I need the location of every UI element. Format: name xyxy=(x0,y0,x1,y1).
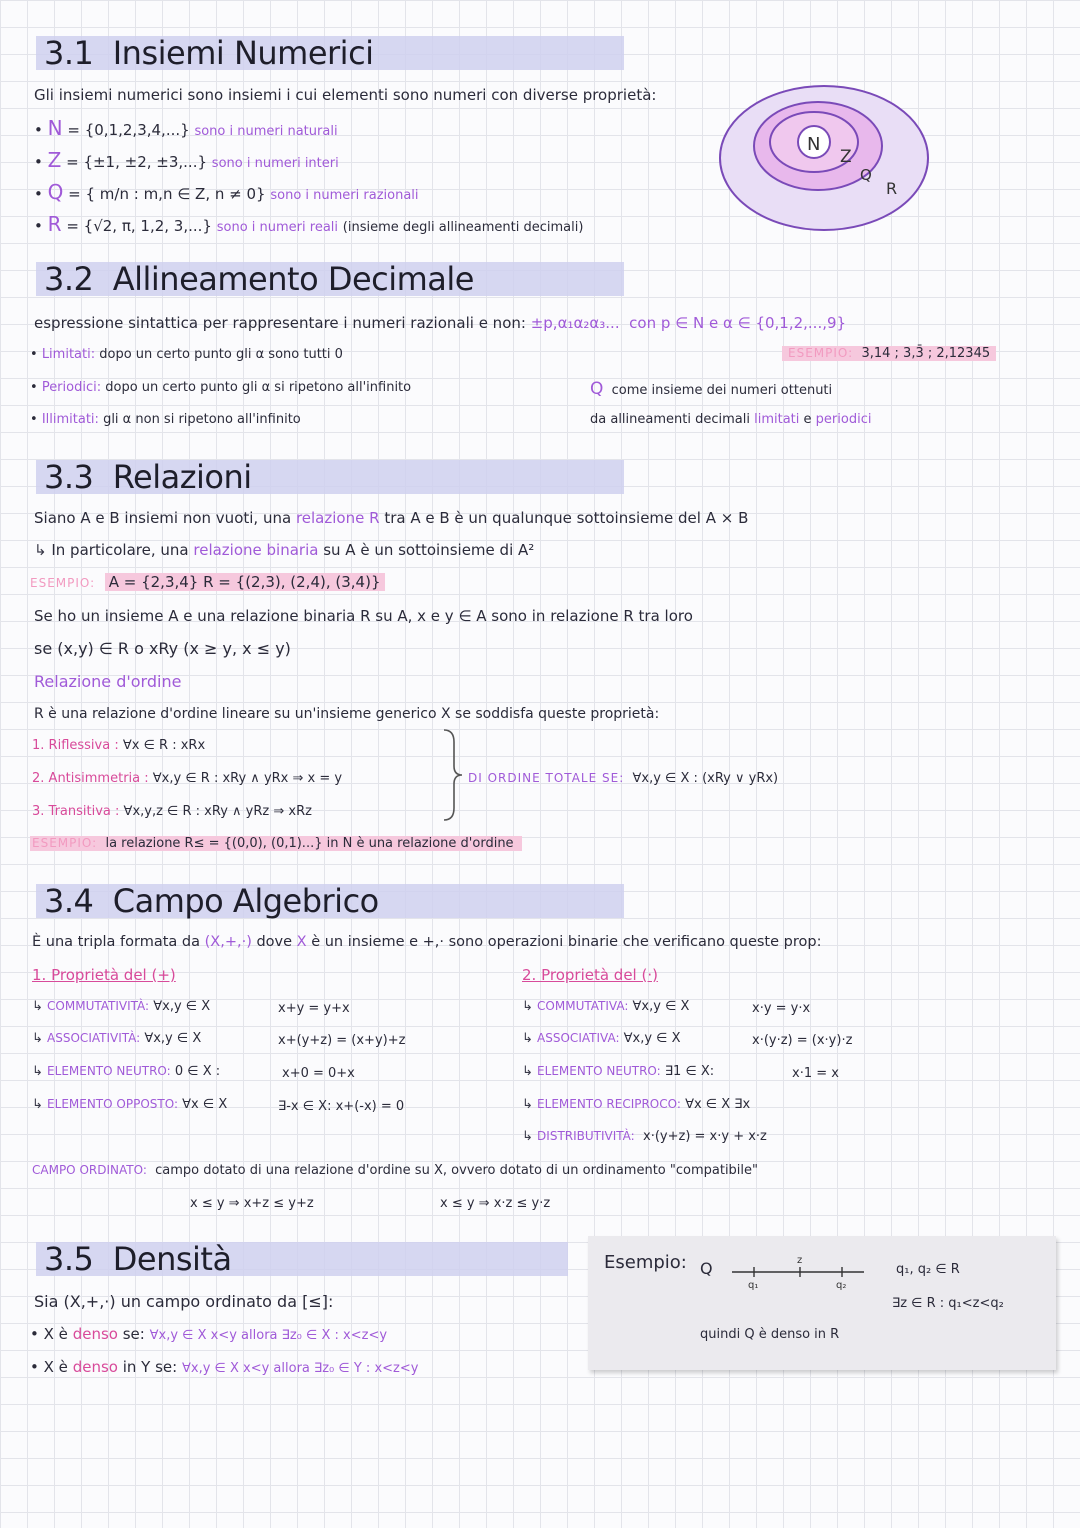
q-symbol: Q xyxy=(590,379,604,399)
s35-intro: Sia (X,+,·) un campo ordinato da [≤]: xyxy=(34,1292,334,1311)
right-props-title: 2. Proprietà del (·) xyxy=(522,966,658,984)
q-note-line-1 xyxy=(590,379,832,399)
set-description: sono i numeri interi xyxy=(211,156,339,171)
densita-def-1: • X è denso se: ∀x,y ∈ X x<y allora ∃z₀ ∈ X : x<z<y xyxy=(30,1325,388,1343)
left-prop-formula: x+(y+z) = (x+y)+z xyxy=(278,1033,406,1048)
right-prop-reciproco xyxy=(522,1097,750,1112)
prop-quantifier: ∃1 ∈ X: xyxy=(664,1064,715,1079)
def-d: ∀x,y ∈ X x<y allora ∃z₀ ∈ Y : x<z<y xyxy=(181,1361,419,1376)
s33-line-2c: su A è un sottoinsieme di A² xyxy=(323,541,535,559)
example-label: Esempio: xyxy=(604,1252,687,1273)
set-symbol: Z xyxy=(47,148,62,172)
prop-number: 3. xyxy=(32,804,45,819)
prop-formula: x·(y+z) = x·y + x·z xyxy=(643,1129,767,1144)
prop-riflessiva xyxy=(32,738,205,753)
def-d: ∀x,y ∈ X x<y allora ∃z₀ ∈ X : x<z<y xyxy=(149,1328,388,1343)
s33-line-1b: relazione R xyxy=(295,509,380,527)
prop-formula: ∃x xyxy=(734,1097,751,1112)
arrow-icon: ↳ xyxy=(32,1031,43,1046)
left-props-title: 1. Proprietà del (+) xyxy=(32,966,176,984)
esempio-text: la relazione R≤ = {(0,0), (0,1)...} in N è una relazione d'ordine xyxy=(105,836,514,851)
set-description: sono i numeri razionali xyxy=(270,188,419,203)
prop-name: ELEMENTO OPPOSTO: xyxy=(47,1097,178,1111)
diagram-label-r: R xyxy=(886,179,898,198)
section-number: 3.5 xyxy=(44,1240,94,1278)
example-right-2: ∃z ∈ R : q₁<z<q₂ xyxy=(892,1296,1004,1311)
example-conclusion: quindi Q è denso in R xyxy=(700,1327,840,1342)
right-prop-commutativa xyxy=(522,999,689,1014)
densita-def-2: • X è denso in Y se: ∀x,y ∈ X x<y allora ∃z₀ ∈ Y : x<z<y xyxy=(30,1358,419,1376)
q-note-1: come insieme dei numeri ottenuti xyxy=(611,383,833,398)
prop-quantifier: ∀x,y ∈ X xyxy=(623,1031,681,1046)
tick-label-q1: q₁ xyxy=(748,1280,759,1291)
s34-intro xyxy=(32,934,821,950)
prop-quantifier: ∀x,y ∈ X xyxy=(144,1031,202,1046)
left-prop-neutro xyxy=(32,1064,220,1079)
section-3-3-heading xyxy=(44,458,252,496)
right-prop-neutro xyxy=(522,1064,714,1079)
compat-sum: x ≤ y ⇒ x+z ≤ y+z xyxy=(190,1196,314,1211)
def-a: X è xyxy=(43,1325,68,1343)
left-prop-formula: x+0 = 0+x xyxy=(282,1066,355,1081)
arrow-icon: ↳ xyxy=(32,999,43,1014)
section-number: 3.3 xyxy=(44,458,94,496)
esempio-label: ESEMPIO: xyxy=(30,576,96,590)
ordinato-label: CAMPO ORDINATO: xyxy=(32,1163,147,1177)
prop-name: ASSOCIATIVA: xyxy=(537,1031,620,1045)
prop-name: ELEMENTO NEUTRO: xyxy=(537,1064,661,1078)
arrow-icon: ↳ xyxy=(522,1031,533,1046)
prop-antisimmetria xyxy=(32,771,342,786)
esempio-label: ESEMPIO: xyxy=(788,346,854,360)
section-3-2-heading xyxy=(44,260,474,298)
q-note-2a: da allineamenti decimali xyxy=(590,412,750,427)
tick-label-z: z xyxy=(797,1255,803,1266)
def-c: se: xyxy=(122,1325,145,1343)
prop-quantifier: ∀x,y ∈ X xyxy=(632,999,690,1014)
campo-ordinato xyxy=(32,1163,758,1178)
s32-intro-line xyxy=(34,314,846,332)
periodici-item: • Periodici: dopo un certo punto gli α si ripetono all'infinito xyxy=(30,380,412,395)
s34-intro-d: X xyxy=(296,934,307,950)
s32-esempio xyxy=(782,346,996,361)
ordinato-text: campo dotato di una relazione d'ordine su X, ovvero dotato di un ordinamento "compatibile" xyxy=(155,1163,759,1178)
decimal-condition: con p ∈ N e α ∈ {0,1,2,...,9} xyxy=(629,314,847,332)
set-item-q: • Q = { m/n : m,n ∈ Z, n ≠ 0} sono i numeri razionali xyxy=(34,180,419,204)
s33-line-5: R è una relazione d'ordine lineare su un'insieme generico X se soddisfa queste proprietà: xyxy=(34,706,660,722)
s31-intro: Gli insiemi numerici sono insiemi i cui elementi sono numeri con diverse proprietà: xyxy=(34,86,657,104)
diagram-label-n: N xyxy=(807,134,821,155)
prop-quantifier: ∀x ∈ X xyxy=(182,1097,228,1112)
s34-intro-a: È una tripla formata da xyxy=(32,934,201,950)
left-prop-formula: ∃-x ∈ X: x+(-x) = 0 xyxy=(278,1099,405,1114)
arrow-icon: ↳ xyxy=(522,1097,533,1112)
section-title: Densità xyxy=(112,1240,232,1278)
set-definition: = { m/n : m,n ∈ Z, n ≠ 0} xyxy=(68,185,266,203)
illimitati-label: Illimitati: xyxy=(41,412,99,427)
left-prop-opposto xyxy=(32,1097,227,1112)
def-b: denso xyxy=(72,1358,118,1376)
prop-name: ELEMENTO RECIPROCO: xyxy=(537,1097,681,1111)
right-prop-formula: x·y = y·x xyxy=(752,1001,811,1016)
right-prop-associativa xyxy=(522,1031,681,1046)
illimitati-item: • Illimitati: gli α non si ripetono all'infinito xyxy=(30,412,301,427)
s33-line-1 xyxy=(34,509,748,527)
ordine-title: Relazione d'ordine xyxy=(34,672,182,691)
prop-name: Riflessiva : xyxy=(48,738,119,753)
s33-line-1c: tra A e B è un qualunque sottoinsieme del A × B xyxy=(384,509,749,527)
number-sets-diagram xyxy=(716,80,934,236)
s34-intro-e: è un insieme e +,· sono operazioni binarie che verificano queste prop: xyxy=(311,934,822,950)
esempio-text: 3,14 ; 3,3̄ ; 2,12345 xyxy=(861,346,991,361)
prop-name: ASSOCIATIVITÀ: xyxy=(47,1031,141,1045)
s34-intro-c: dove xyxy=(256,934,293,950)
limitati-item: • Limitati: dopo un certo punto gli α sono tutti 0 xyxy=(30,347,343,362)
def-c: in Y se: xyxy=(122,1358,178,1376)
arrow-icon: ↳ xyxy=(34,541,47,559)
prop-quantifier: ∀x ∈ X xyxy=(685,1097,731,1112)
set-definition: = {√2, π, 1,2, 3,...} xyxy=(66,217,212,235)
totale-label: DI ORDINE TOTALE SE: xyxy=(468,771,625,785)
set-symbol: R xyxy=(47,212,62,236)
number-line xyxy=(728,1252,868,1292)
prop-number: 2. xyxy=(32,771,45,786)
s33-esempio-1 xyxy=(30,573,385,591)
prop-name: ELEMENTO NEUTRO: xyxy=(47,1064,171,1078)
arrow-icon: ↳ xyxy=(32,1097,43,1112)
prop-name: COMMUTATIVITÀ: xyxy=(47,999,150,1013)
esempio-label: ESEMPIO: xyxy=(32,836,98,850)
section-3-4-heading xyxy=(44,882,379,920)
prop-name: Antisimmetria : xyxy=(48,771,149,786)
periodici-text: dopo un certo punto gli α si ripetono all'infinito xyxy=(105,380,412,395)
s33-line-4: se (x,y) ∈ R o xRy (x ≥ y, x ≤ y) xyxy=(34,639,291,658)
set-item-z: • Z = {±1, ±2, ±3,...} sono i numeri interi xyxy=(34,148,339,172)
prop-text: ∀x,y,z ∈ R : xRy ∧ yRz ⇒ xRz xyxy=(123,804,312,819)
prop-name: DISTRIBUTIVITÀ: xyxy=(537,1129,635,1143)
right-prop-formula: x·1 = x xyxy=(792,1066,839,1081)
section-number: 3.2 xyxy=(44,260,94,298)
arrow-icon: ↳ xyxy=(522,1064,533,1079)
prop-text: ∀x,y ∈ R : xRy ∧ yRx ⇒ x = y xyxy=(152,771,343,786)
set-symbol: Q xyxy=(47,180,64,204)
def-b: denso xyxy=(72,1325,118,1343)
decimal-formula: ±p,α₁α₂α₃... xyxy=(530,314,620,332)
set-definition: = {±1, ±2, ±3,...} xyxy=(66,153,208,171)
prop-quantifier: 0 ∈ X : xyxy=(174,1064,221,1079)
left-prop-commutativita xyxy=(32,999,210,1014)
prop-name: COMMUTATIVA: xyxy=(537,999,629,1013)
section-title: Allineamento Decimale xyxy=(112,260,474,298)
periodici-label: Periodici: xyxy=(41,380,102,395)
s34-intro-b: (X,+,·) xyxy=(204,934,252,950)
s33-line-2a: In particolare, una xyxy=(51,541,189,559)
compat-product: x ≤ y ⇒ x·z ≤ y·z xyxy=(440,1196,551,1211)
diagram-label-q: Q xyxy=(860,166,872,184)
prop-quantifier: ∀x,y ∈ X xyxy=(153,999,211,1014)
q-note-2d: periodici xyxy=(815,412,872,427)
section-title: Insiemi Numerici xyxy=(112,34,374,72)
example-right-1: q₁, q₂ ∈ R xyxy=(896,1262,960,1277)
esempio-text: A = {2,3,4} R = {(2,3), (2,4), (3,4)} xyxy=(105,573,385,591)
section-3-1-heading xyxy=(44,34,374,72)
set-item-r: • R = {√2, π, 1,2, 3,...} sono i numeri reali (insieme degli allineamenti decimali) xyxy=(34,212,584,236)
arrow-icon: ↳ xyxy=(522,999,533,1014)
q-note-2c: e xyxy=(803,412,812,427)
totale-text: ∀x,y ∈ X : (xRy ∨ yRx) xyxy=(632,771,779,786)
prop-number: 1. xyxy=(32,738,45,753)
left-prop-associativita xyxy=(32,1031,201,1046)
section-number: 3.1 xyxy=(44,34,94,72)
s33-line-3: Se ho un insieme A e una relazione binaria R su A, x e y ∈ A sono in relazione R tra loro xyxy=(34,607,693,625)
q-note-2b: limitati xyxy=(754,412,800,427)
diagram-label-z: Z xyxy=(840,147,852,167)
s33-line-1a: Siano A e B insiemi non vuoti, una xyxy=(34,509,292,527)
set-description: sono i numeri naturali xyxy=(194,124,338,139)
s33-line-2 xyxy=(34,541,534,559)
brace-icon xyxy=(440,728,464,822)
tick-label-q2: q₂ xyxy=(836,1280,847,1291)
section-3-5-heading xyxy=(44,1240,232,1278)
illimitati-text: gli α non si ripetono all'infinito xyxy=(103,412,301,427)
ordine-totale xyxy=(468,771,778,786)
prop-text: ∀x ∈ R : xRx xyxy=(122,738,206,753)
set-item-n: • N = {0,1,2,3,4,...} sono i numeri naturali xyxy=(34,116,338,140)
arrow-icon: ↳ xyxy=(522,1129,533,1144)
prop-name: Transitiva : xyxy=(48,804,120,819)
right-prop-distributivita xyxy=(522,1129,767,1144)
set-note: (insieme degli allineamenti decimali) xyxy=(342,220,584,235)
right-prop-formula: x·(y·z) = (x·y)·z xyxy=(752,1033,853,1048)
set-definition: = {0,1,2,3,4,...} xyxy=(67,121,190,139)
prop-transitiva xyxy=(32,804,312,819)
def-a: X è xyxy=(43,1358,68,1376)
section-number: 3.4 xyxy=(44,882,94,920)
s33-esempio-2 xyxy=(30,836,522,851)
left-prop-formula: x+y = y+x xyxy=(278,1001,350,1016)
section-title: Relazioni xyxy=(112,458,252,496)
section-title: Campo Algebrico xyxy=(112,882,379,920)
arrow-icon: ↳ xyxy=(32,1064,43,1079)
s33-line-2b: relazione binaria xyxy=(193,541,319,559)
q-note-line-2 xyxy=(590,412,871,427)
limitati-text: dopo un certo punto gli α sono tutti 0 xyxy=(99,347,343,362)
set-symbol: N xyxy=(47,116,63,140)
example-q: Q xyxy=(700,1259,713,1278)
limitati-label: Limitati: xyxy=(41,347,96,362)
set-description: sono i numeri reali xyxy=(216,220,339,235)
s32-intro: espressione sintattica per rappresentare i numeri razionali e non: xyxy=(34,314,526,332)
